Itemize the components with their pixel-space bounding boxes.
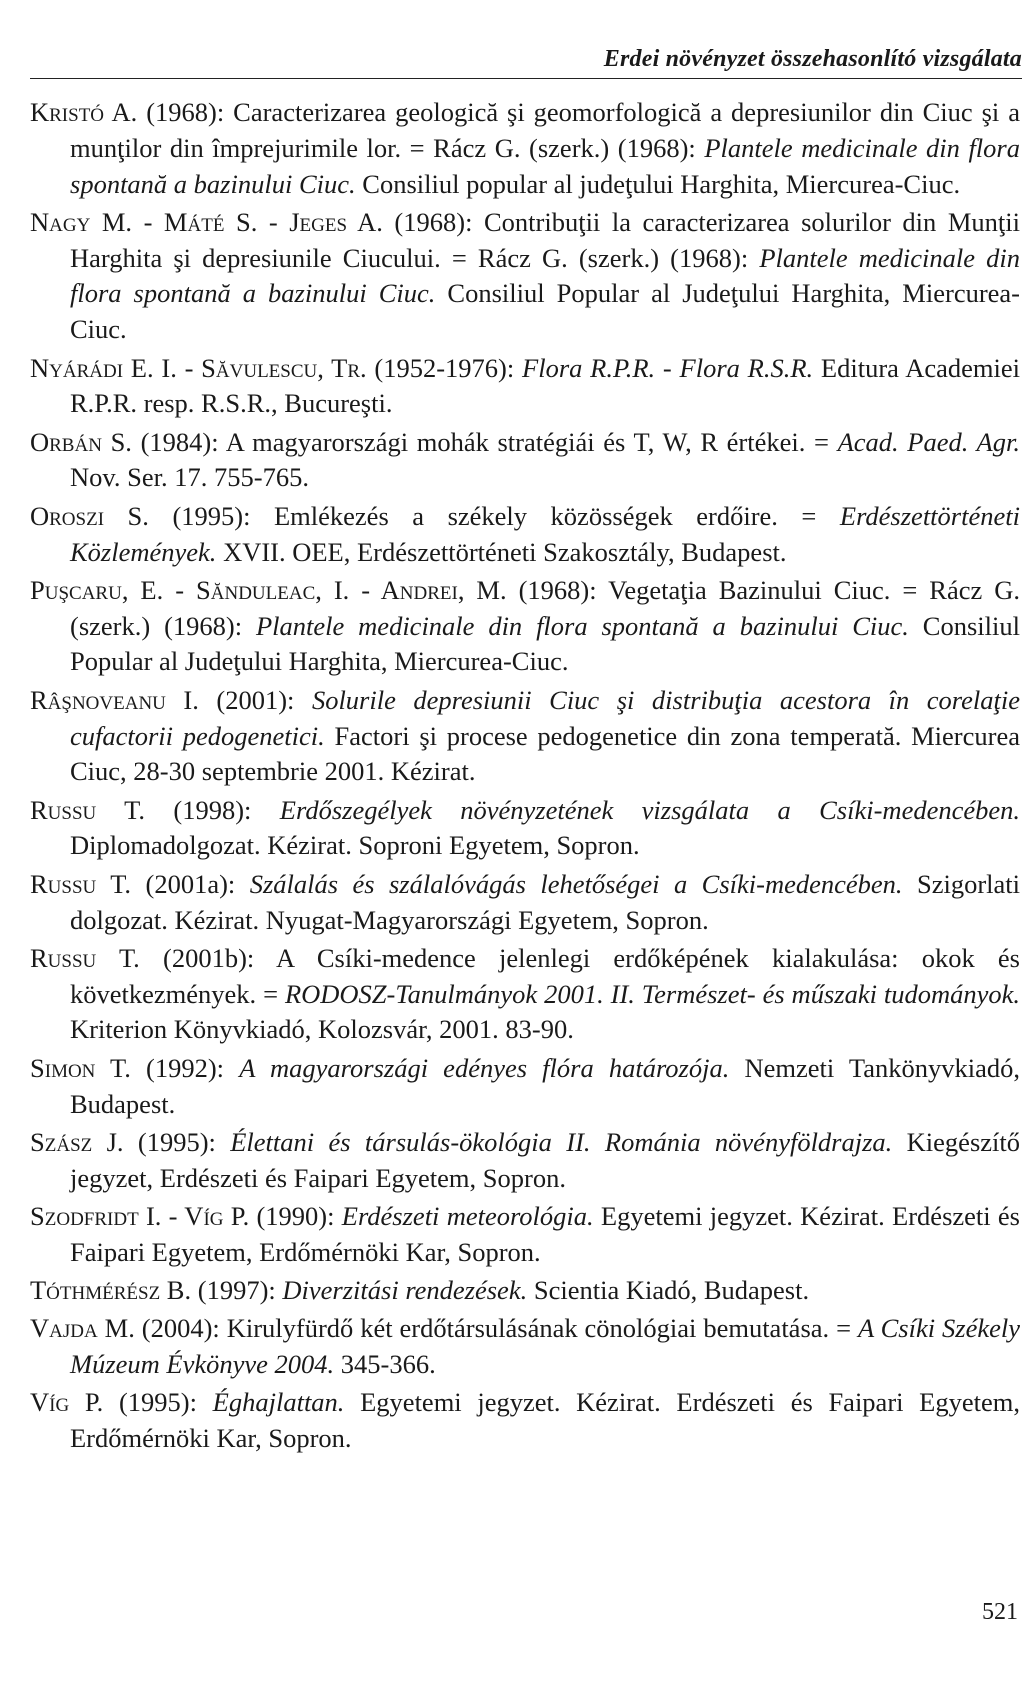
reference-author: Simon T. — [30, 1052, 131, 1083]
reference-text: (2001a): — [131, 868, 250, 899]
reference-text: XVII. OEE, Erdészettörténeti Szakosztály, Budapest. — [216, 536, 787, 567]
reference-entry — [30, 1273, 1020, 1309]
reference-text: (2001): — [198, 684, 312, 715]
reference-title: Diverzitási rendezések. — [282, 1275, 528, 1305]
header-rule — [30, 78, 1022, 79]
reference-text: Kiegészítő jegyzet, Erdészeti és Faipari Egyetem, Sopron. — [70, 1126, 1020, 1193]
reference-author: Râşnoveanu I. — [30, 684, 199, 715]
reference-entry — [30, 1199, 1020, 1271]
reference-text: Nemzeti Tankönyvkiadó, Budapest. — [70, 1052, 1020, 1119]
reference-author: Puşcaru, E. - Sănduleac, I. - Andrei, M. — [30, 574, 507, 605]
reference-text: Scientia Kiadó, Budapest. — [527, 1275, 810, 1305]
reference-author: Kristó A. — [30, 97, 138, 127]
reference-text: (1992): — [130, 1052, 240, 1083]
reference-author: Russu T. — [30, 942, 140, 973]
reference-title: Plantele medicinale din flora spontană a bazinului Ciuc. — [255, 610, 909, 641]
reference-list — [30, 95, 1020, 1459]
reference-title: Acad. Paed. Agr. — [837, 426, 1020, 457]
reference-text: Consiliul Popular al Judeţului Harghita, Miercurea-Ciuc. — [70, 278, 1020, 345]
reference-text: Szigorlati dolgozat. Kézirat. Nyugat-Magyarországi Egyetem, Sopron. — [70, 868, 1020, 935]
reference-title: Solurile depresiunii Ciuc şi distribuţia acestora în corelaţie cufactorii pedogenetici. — [70, 684, 1020, 751]
reference-text: Editura Academiei R.P.R. resp. R.S.R., Bucureşti. — [70, 352, 1020, 419]
reference-text: Nov. Ser. 17. 755-765. — [70, 462, 309, 493]
reference-text: (2004): Kirulyfürdő két erdőtársulásának cönológiai bemutatása. = — [134, 1313, 858, 1344]
reference-entry — [30, 1311, 1020, 1383]
reference-entry — [30, 351, 1020, 423]
reference-entry — [30, 499, 1020, 571]
reference-text: (1952-1976): — [366, 352, 523, 383]
reference-text: Diplomadolgozat. Kézirat. Soproni Egyetem, Sopron. — [70, 830, 640, 861]
reference-title: Éghajlattan. — [212, 1387, 345, 1418]
reference-text: (1968): Vegetaţia Bazinului Ciuc. = Rácz G. (szerk.) (1968): — [70, 574, 1020, 641]
reference-author: Russu T. — [30, 794, 146, 825]
reference-text: (1997): — [191, 1275, 283, 1305]
reference-author: Nyárádi E. I. - Săvulescu, Tr. — [30, 352, 367, 383]
reference-author: Russu T. — [30, 868, 132, 899]
reference-text: (1984): A magyarországi mohák stratégiái és T, W, R értékei. = — [131, 426, 838, 457]
reference-text: Egyetemi jegyzet. Kézirat. Erdészeti és Faipari Egyetem, Erdőmérnöki Kar, Sopron. — [70, 1200, 1020, 1267]
reference-author: Nagy M. - Máté S. - Jeges A. — [30, 206, 383, 237]
reference-text: (1998): — [145, 794, 280, 825]
reference-text: (1995): Emlékezés a székely közösségek erdőire. = — [148, 500, 840, 531]
reference-title: Szálalás és szálalóvágás lehetőségei a Csíki-medencében. — [249, 868, 903, 899]
reference-title: Erdészeti meteorológia. — [341, 1200, 594, 1231]
reference-author: Oroszi S. — [30, 500, 149, 531]
reference-title: Plantele medicinale din flora spontană a bazinului Ciuc. — [70, 132, 1020, 199]
reference-entry — [30, 573, 1020, 680]
reference-entry — [30, 867, 1020, 939]
reference-title: Flora R.P.R. - Flora R.S.R. — [522, 352, 814, 383]
reference-entry — [30, 95, 1020, 202]
reference-text: Factori şi procese pedogenetice din zona temperată. Miercurea Ciuc, 28-30 septembrie 2001. Kézirat. — [70, 720, 1020, 787]
reference-text: Egyetemi jegyzet. Kézirat. Erdészeti és Faipari Egyetem, Erdőmérnöki Kar, Sopron. — [70, 1387, 1020, 1454]
reference-title: Erdőszegélyek növényzetének vizsgálata a Csíki-medencében. — [279, 794, 1021, 825]
page-number: 521 — [982, 1599, 1018, 1625]
reference-text: (1990): — [249, 1200, 342, 1231]
reference-entry — [30, 425, 1020, 497]
reference-text: Consiliul Popular al Judeţului Harghita, Miercurea-Ciuc. — [70, 610, 1020, 677]
reference-entry — [30, 1385, 1020, 1457]
reference-text: (1968): Caracterizarea geologică şi geomorfologică a depresiunilor din Ciuc şi a munţilor din împrejurimile lor. = Rácz G. (szerk.) (1968): — [70, 97, 1020, 163]
reference-title: A magyarországi edényes flóra határozója. — [239, 1052, 730, 1083]
reference-text: Kriterion Könyvkiadó, Kolozsvár, 2001. 83-90. — [70, 1014, 574, 1045]
reference-author: Szász J. — [30, 1126, 124, 1157]
reference-entry — [30, 1125, 1020, 1197]
reference-text: (1968): Contribuţii la caracterizarea solurilor din Munţii Harghita şi depresiunile Ciucului. = Rácz G. (szerk.) (1968): — [70, 206, 1020, 273]
reference-author: Víg P. — [30, 1387, 104, 1418]
reference-text: Consiliul popular al judeţului Harghita, Miercurea-Ciuc. — [355, 168, 961, 199]
reference-text: (1995): — [123, 1126, 231, 1157]
reference-entry — [30, 793, 1020, 865]
reference-author: Vajda M. — [30, 1313, 135, 1344]
reference-author: Szodfridt I. - Víg P. — [30, 1200, 250, 1231]
reference-entry — [30, 941, 1020, 1048]
reference-title: Plantele medicinale din flora spontană a bazinului Ciuc. — [70, 242, 1020, 309]
reference-entry — [30, 1051, 1020, 1123]
reference-author: Orbán S. — [30, 426, 132, 457]
reference-text: (2001b): A Csíki-medence jelenlegi erdőképének kialakulása: okok és következmények. = — [70, 942, 1020, 1009]
reference-author: Tóthmérész B. — [30, 1275, 192, 1305]
reference-text: (1995): — [103, 1387, 213, 1418]
reference-title: Erdészettörténeti Közlemények. — [70, 500, 1020, 567]
reference-title: A Csíki Székely Múzeum Évkönyve 2004. — [70, 1313, 1020, 1380]
reference-entry — [30, 683, 1020, 790]
reference-text: 345-366. — [334, 1349, 436, 1380]
running-header: Erdei növényzet összehasonlító vizsgálata — [603, 46, 1022, 72]
reference-title: RODOSZ-Tanulmányok 2001. II. Természet- és műszaki tudományok. — [284, 978, 1021, 1009]
reference-title: Élettani és társulás-ökológia II. Románia növényföldrajza. — [230, 1126, 893, 1157]
reference-entry — [30, 205, 1020, 348]
